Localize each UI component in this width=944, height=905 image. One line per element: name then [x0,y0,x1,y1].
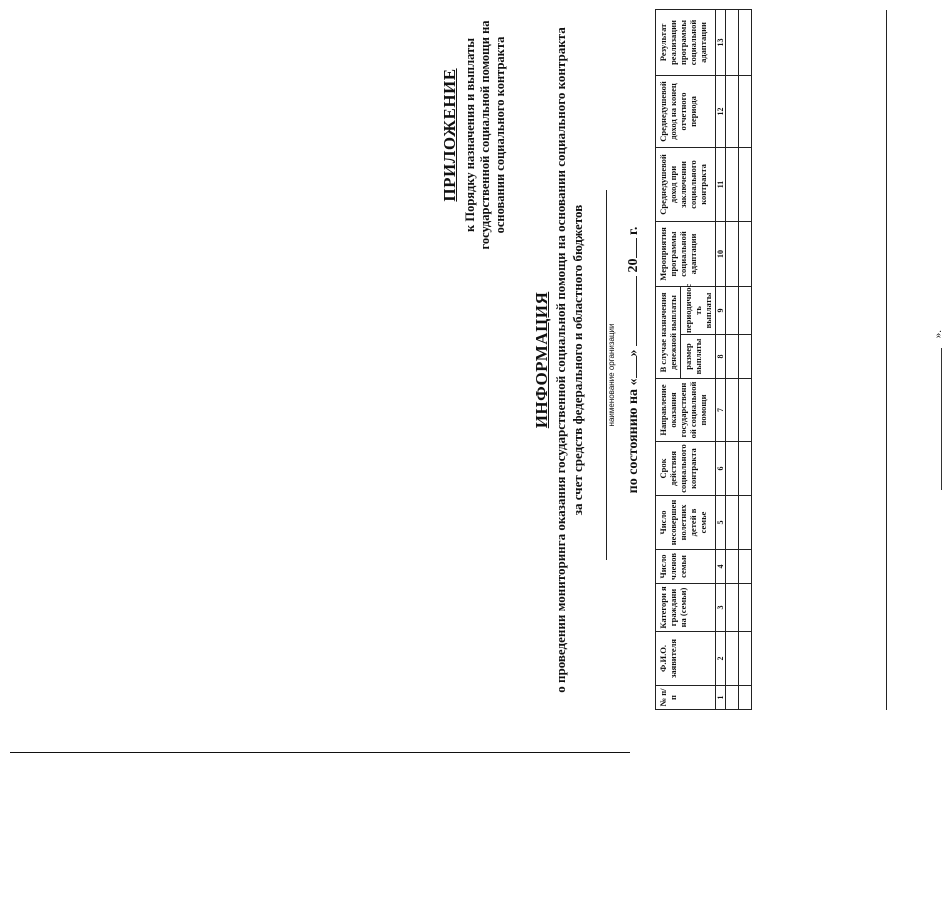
document-title-block [532,10,586,710]
column-number: 3 [716,584,726,632]
column-number: 5 [716,496,726,550]
column-number: 12 [716,75,726,147]
appendix-title: ПРИЛОЖЕНИЕ [440,68,459,202]
header-cell: Мероприятия программы социальной адаптации [656,221,716,286]
rotated-document-page [440,10,944,710]
column-number: 4 [716,550,726,584]
date-suffix: г. [626,226,641,235]
header-cell: № п/п [656,686,716,710]
column-number: 1 [716,686,726,710]
header-cell: Число несовершен нолетних детей в семье [656,496,716,550]
header-cell: Среднедушевой доход на конец отчетного периода [656,75,716,147]
table-header-row [656,9,681,709]
day-blank [622,356,637,378]
column-number: 9 [716,286,726,334]
table-row [739,9,752,709]
header-cell: Ф.И.О. заявителя [656,632,716,686]
document-subtitle-2: за счет средств федерального и областного бюджетов [570,204,585,516]
appendix-line-3: основании социального контракта [493,36,507,234]
document-title: ИНФОРМАЦИЯ [532,291,551,429]
column-number: 6 [716,442,726,496]
header-cell: Направление оказания государственн ой социальной помощи [656,379,716,442]
document-subtitle-1: о проведении мониторинга оказания государственной социальной помощи на основании социального контракта [553,27,568,693]
subheader-cell: периодичнос ть выплаты [681,286,716,334]
column-number: 11 [716,147,726,221]
year-prefix: 20 [626,258,641,273]
appendix-header [440,10,508,260]
subheader-cell: размер выплаты [681,335,716,379]
month-blank [622,276,637,346]
header-cell: В случае назначения денежной выплаты [656,286,681,378]
signature-suffix: ». [932,330,944,339]
header-cell: Срок действия социального контракта [656,442,716,496]
appendix-line-1: к Порядку назначения и выплаты [463,38,477,232]
signature-block [930,330,942,490]
column-number: 2 [716,632,726,686]
header-cell: Число членов семьи [656,550,716,584]
year-blank [622,238,637,258]
column-number: 7 [716,379,726,442]
column-number: 10 [716,221,726,286]
header-cell: Категори я граждани на (семьи) [656,584,716,632]
organization-caption: наименование организации [607,323,616,427]
column-number: 8 [716,335,726,379]
appendix-line-2: государственной социальной помощи на [478,20,492,250]
signature-line [941,348,942,490]
horizontal-rule [10,752,630,753]
table-number-row [716,9,726,709]
monitoring-table [655,9,752,710]
header-cell: Среднедушевой доход при заключении социального контракта [656,147,716,221]
date-mid: » [626,349,641,357]
table-row [726,9,739,709]
header-cell: Результат реализации программы социальной адаптации [656,9,716,75]
date-line [622,10,642,710]
page-bottom-border [886,10,887,710]
column-number: 13 [716,9,726,75]
date-prefix: по состоянию на « [626,378,641,494]
